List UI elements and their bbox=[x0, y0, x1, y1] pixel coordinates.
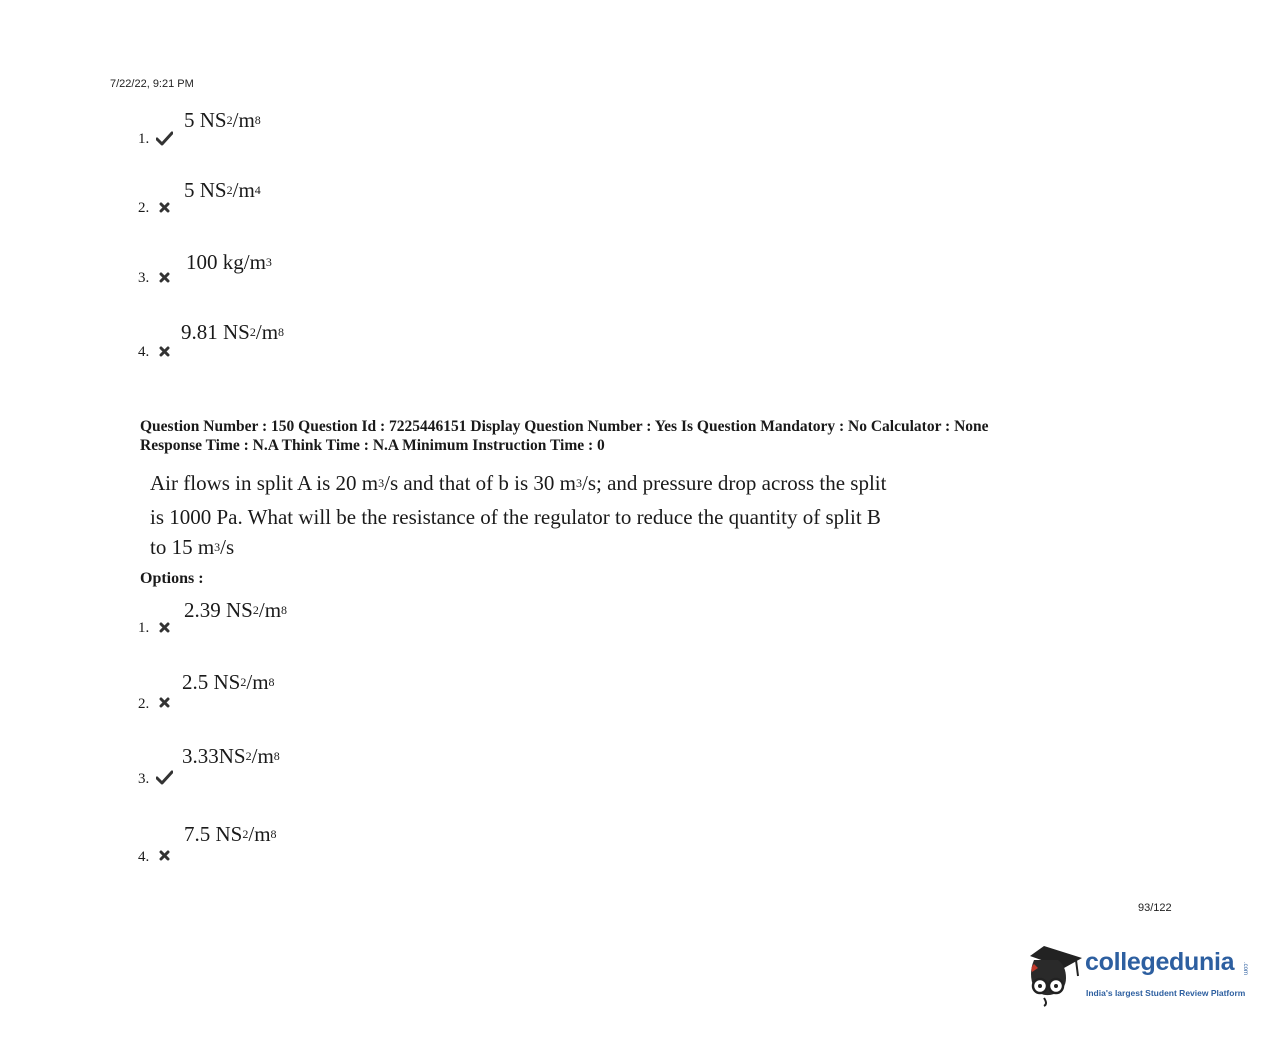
option-value: 2.5 $NS^2/m^8$ bbox=[182, 670, 275, 694]
mascot-icon bbox=[1024, 938, 1086, 1013]
option-value: 5 $NS^2/m^4$ bbox=[184, 178, 261, 202]
check-icon bbox=[156, 770, 173, 790]
option-value: 5 $NS^2/m^8$ bbox=[184, 108, 261, 132]
check-icon bbox=[156, 131, 173, 151]
option-value: 7.5 $NS^2/m^8$ bbox=[184, 822, 277, 846]
option-number: 1. bbox=[138, 620, 150, 636]
option-value: 9.81 $NS^2/m^8$ bbox=[181, 320, 285, 344]
cross-icon bbox=[159, 200, 170, 218]
cross-icon bbox=[159, 695, 170, 713]
logo-tagline: India's largest Student Review Platform bbox=[1086, 988, 1246, 998]
question-meta-line-2: Response Time : N.A Think Time : N.A Minimum Instruction Time : 0 bbox=[140, 437, 605, 454]
cross-icon bbox=[159, 344, 170, 362]
option-number: 4. bbox=[138, 849, 150, 865]
question-text bbox=[150, 468, 980, 566]
logo-suffix: .com bbox=[1242, 962, 1248, 976]
question-meta bbox=[140, 417, 1140, 455]
cross-icon bbox=[159, 848, 170, 866]
question-line-3: to 15 $m^3/s$ bbox=[150, 535, 235, 559]
option-number: 2. bbox=[138, 200, 150, 216]
option-number: 2. bbox=[138, 696, 150, 712]
collegedunia-logo[interactable] bbox=[1024, 938, 1264, 1008]
question-line-1: Air flows in split A is 20 $m^3/s$ and that of b is 30 $m^3/s$; and pressure drop across the split bbox=[150, 471, 887, 495]
option-number: 3. bbox=[138, 771, 150, 787]
option-number: 1. bbox=[138, 131, 150, 147]
logo-wordmark: collegedunia bbox=[1085, 948, 1235, 976]
option-value: $3.33NS^2/m^8$ bbox=[182, 744, 280, 768]
option-value: 100 $kg/m^3$ bbox=[186, 250, 272, 274]
cross-icon bbox=[159, 620, 170, 638]
option-value: 2.39 $NS^2/m^8$ bbox=[184, 598, 288, 622]
options-label: Options : bbox=[140, 570, 204, 587]
question-line-2: is 1000 Pa. What will be the resistance of the regulator to reduce the quantity of split B bbox=[150, 504, 881, 529]
option-number: 4. bbox=[138, 344, 150, 360]
option-number: 3. bbox=[138, 270, 150, 286]
question-meta-line-1: Question Number : 150 Question Id : 7225446151 Display Question Number : Yes Is Question Mandatory : No Calculator : None bbox=[140, 418, 989, 435]
cross-icon bbox=[159, 270, 170, 288]
timestamp: 7/22/22, 9:21 PM bbox=[110, 78, 194, 90]
page-number: 93/122 bbox=[1138, 902, 1172, 914]
